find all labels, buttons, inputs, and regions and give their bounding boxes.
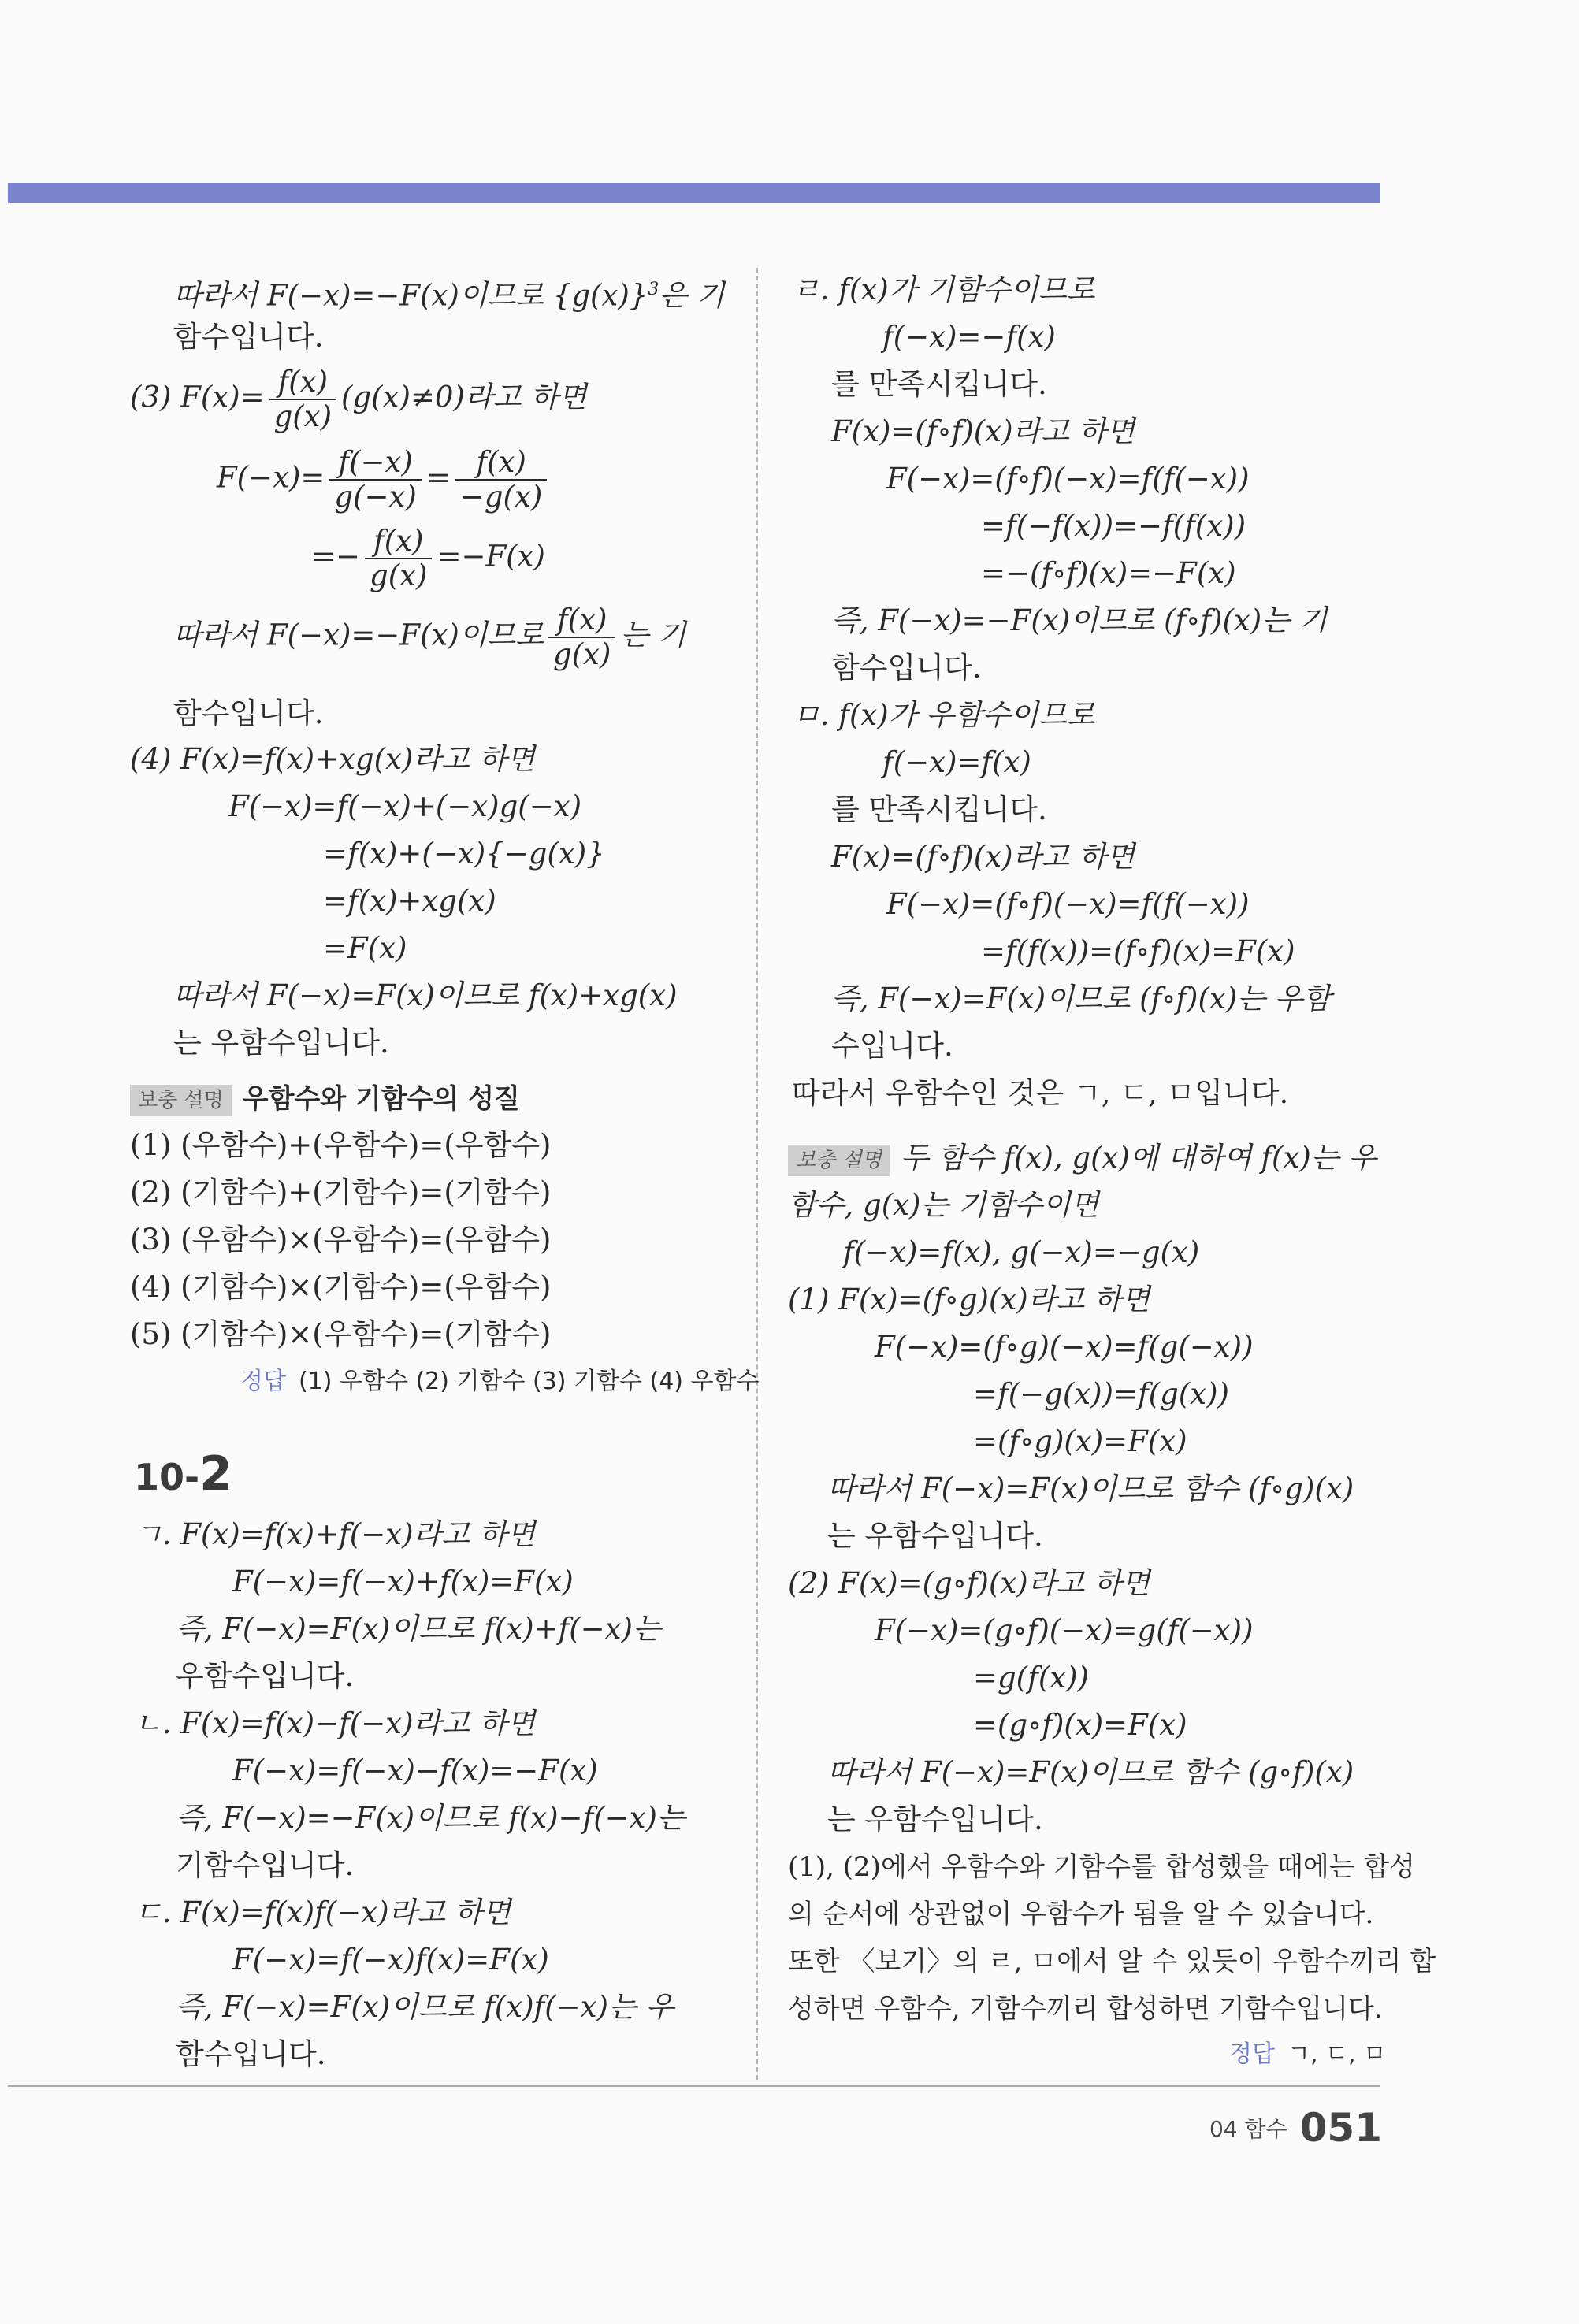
property-item: (1) (우함수)+(우함수)=(우함수) (130, 1128, 552, 1162)
math-line: =f(f(x))=(f∘f)(x)=F(x) (981, 934, 1295, 968)
math-line: F(x)=(f∘f)(x)라고 하면 (831, 414, 1135, 448)
answer-line (1229, 2037, 1386, 2072)
math-line: ㅁ. f(x)가 우함수이므로 (792, 698, 1095, 732)
text-line: 성하면 우함수, 기함수끼리 합성하면 기함수입니다. (788, 1993, 1383, 2025)
note-badge: 보충 설명 (130, 1085, 232, 1116)
page-number: 051 (1299, 2105, 1382, 2151)
math-line: F(−x)=f(−x)f(x)=F(x) (232, 1943, 549, 1977)
page-footer (1209, 2105, 1382, 2151)
math-line: =g(f(x)) (973, 1661, 1089, 1695)
section-number: 10-2 (134, 1446, 232, 1502)
math-line: =F(x) (323, 931, 407, 965)
math-line: =f(x)+xg(x) (323, 884, 496, 918)
math-line: (1) F(x)=(f∘g)(x)라고 하면 (788, 1283, 1150, 1316)
text-line: 기함수입니다. (176, 1848, 355, 1882)
note-title: 우함수와 기함수의 성질 (242, 1083, 520, 1115)
note-badge: 보충 설명 (788, 1145, 890, 1176)
text-line: 따라서 우함수인 것은 ㄱ, ㄷ, ㅁ입니다. (792, 1076, 1289, 1110)
text-line: 즉, F(−x)=F(x)이므로 f(x)f(−x)는 우 (176, 1990, 674, 2024)
text-line: 함수입니다. (173, 320, 324, 354)
answer-label: 정답 (1229, 2040, 1275, 2068)
bottom-rule (8, 2085, 1380, 2087)
math-line: =f(−g(x))=f(g(x)) (973, 1377, 1229, 1411)
math-line: f(−x)=f(x) (882, 745, 1031, 779)
property-item: (4) (기함수)×(기함수)=(우함수) (130, 1270, 552, 1304)
math-line: (4) F(x)=f(x)+xg(x)라고 하면 (130, 742, 536, 776)
text-line: 는 우함수입니다. (827, 1519, 1043, 1553)
math-line: =(f∘g)(x)=F(x) (973, 1424, 1187, 1458)
text-line: 따라서 F(−x)=F(x)이므로 함수 (g∘f)(x) (827, 1755, 1354, 1789)
text-line: 또한 〈보기〉의 ㄹ, ㅁ에서 알 수 있듯이 우함수끼리 합 (788, 1946, 1436, 1977)
math-line: f(−x)=f(x), g(−x)=−g(x) (843, 1235, 1200, 1269)
answer-text: ㄱ, ㄷ, ㅁ (1287, 2040, 1387, 2068)
math-line: F(−x)=f(−x)−f(x)=−F(x) (232, 1754, 598, 1788)
text-line: 함수입니다. (176, 2037, 326, 2071)
math-line: F(x)=(f∘f)(x)라고 하면 (831, 840, 1135, 874)
math-line: 따라서 F(−x)=−F(x)이므로 $\frac{f(x)}{g(x)}$ 는 기 (173, 603, 686, 671)
text-line: 즉, F(−x)=−F(x)이므로 f(x)−f(−x)는 (176, 1801, 685, 1835)
math-line: ㄱ. F(x)=f(x)+f(−x)라고 하면 (134, 1517, 536, 1551)
math-line: =−(f∘f)(x)=−F(x) (981, 556, 1236, 590)
answer-line (240, 1364, 759, 1399)
text-line: 함수입니다. (831, 651, 982, 685)
math-line: ㄹ. f(x)가 기함수이므로 (792, 273, 1095, 306)
text-line: 함수, g(x)는 기함수이면 (788, 1188, 1099, 1222)
math-line: =(g∘f)(x)=F(x) (973, 1708, 1187, 1742)
math-line: F(−x)=f(−x)+f(x)=F(x) (232, 1565, 574, 1598)
property-item: (2) (기함수)+(기함수)=(기함수) (130, 1175, 552, 1209)
math-line: F(−x)=(f∘f)(−x)=f(f(−x)) (886, 887, 1250, 921)
text-line: 따라서 F(−x)=−F(x)이므로 $\{g(x)\}^3$은 기 (173, 278, 725, 313)
header-accent-bar (8, 183, 1380, 203)
math-line: F(−x)=(f∘g)(−x)=f(g(−x)) (875, 1330, 1254, 1364)
column-divider (756, 268, 758, 2080)
property-item: (5) (기함수)×(우함수)=(기함수) (130, 1317, 552, 1351)
text-line: 즉, F(−x)=F(x)이므로 (f∘f)(x)는 우함 (831, 982, 1332, 1015)
math-line: (3) F(x)= $\frac{f(x)}{g(x)}$ (g(x)≠0)라고 하면 (130, 365, 587, 433)
math-line: =f(x)+(−x){−g(x)} (323, 837, 605, 871)
math-line: f(−x)=−f(x) (882, 320, 1056, 354)
text-line: 우함수입니다. (176, 1659, 355, 1693)
property-item: (3) (우함수)×(우함수)=(우함수) (130, 1223, 552, 1257)
text-line: 를 만족시킵니다. (831, 793, 1047, 826)
text-line: (1), (2)에서 우함수와 기함수를 합성했을 때에는 합성 (788, 1851, 1416, 1883)
chapter-label: 04 함수 (1209, 2116, 1287, 2142)
answer-label: 정답 (240, 1368, 286, 1395)
note-heading (130, 1081, 520, 1116)
math-line: F(−x)= $\frac{f(-x)}{g(-x)}$ = $\frac{f(x)}{-g(x)}$ (217, 446, 552, 514)
text-line: 따라서 F(−x)=F(x)이므로 함수 (f∘g)(x) (827, 1472, 1354, 1505)
math-line: (2) F(x)=(g∘f)(x)라고 하면 (788, 1566, 1150, 1600)
math-line: =f(−f(x))=−f(f(x)) (981, 509, 1246, 543)
text-line: 함수입니다. (173, 696, 324, 730)
answer-text: (1) 우함수 (2) 기함수 (3) 기함수 (4) 우함수 (298, 1368, 760, 1395)
text-line: 는 우함수입니다. (173, 1026, 389, 1060)
text-line: 즉, F(−x)=F(x)이므로 f(x)+f(−x)는 (176, 1612, 661, 1646)
text-line: 수입니다. (831, 1029, 953, 1063)
math-line: ㄴ. F(x)=f(x)−f(−x)라고 하면 (134, 1706, 536, 1740)
math-line: F(−x)=f(−x)+(−x)g(−x) (228, 789, 582, 823)
math-line: F(−x)=(f∘f)(−x)=f(f(−x)) (886, 462, 1250, 496)
text-line: 는 우함수입니다. (827, 1802, 1043, 1836)
note-heading: 보충 설명 두 함수 f(x), g(x)에 대하여 f(x)는 우 (788, 1141, 1377, 1176)
text-line: 의 순서에 상관없이 우함수가 됨을 알 수 있습니다. (788, 1899, 1374, 1930)
text-line: 즉, F(−x)=−F(x)이므로 (f∘f)(x)는 기 (831, 603, 1328, 637)
text-line: 따라서 F(−x)=F(x)이므로 f(x)+xg(x) (173, 978, 678, 1012)
math-line: F(−x)=(g∘f)(−x)=g(f(−x)) (875, 1613, 1254, 1647)
math-line: ㄷ. F(x)=f(x)f(−x)라고 하면 (134, 1895, 511, 1929)
text-line: 를 만족시킵니다. (831, 367, 1047, 401)
math-line: =− $\frac{f(x)}{g(x)}$ =−F(x) (311, 524, 545, 592)
